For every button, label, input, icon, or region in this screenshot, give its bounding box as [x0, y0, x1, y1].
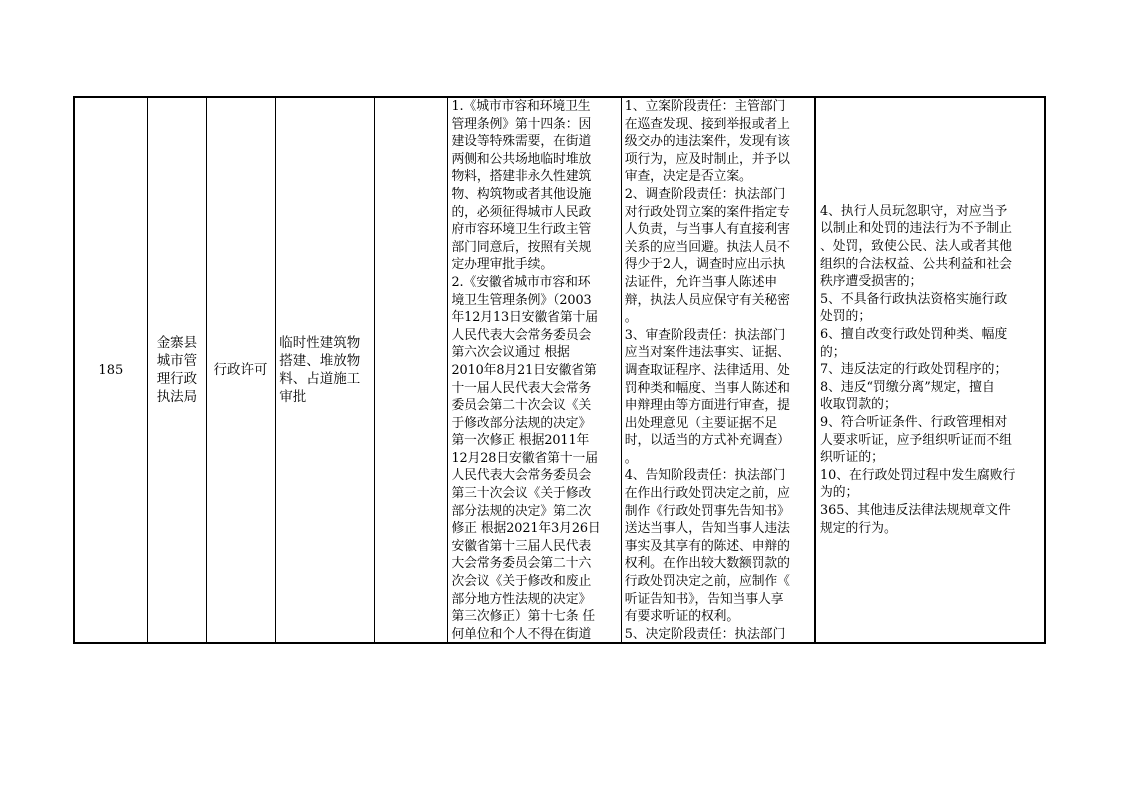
item-name: 临时性建筑物 搭建、堆放物 料、占道施工 审批	[279, 335, 361, 405]
accountability-text: 4、执行人员玩忽职守，对应当予 以制止和处罚的违法行为不予制止 、处罚，致使公民、法人或者其他 组织的合法权益、公共利益和社会 秩序遭受损害的； 5、不具备行政执法资格实施行政 处罚的； 6、擅自改变行政处罚种类、幅度 的； 7、违反法定的行政处罚程序的； 8、违反“罚缴分离”规定，擅自 收取罚款的； 9、符合听证条件、行政管理相对 人要求听证，应予组织听证而不组 织听证的； 10、在行政处罚过程中发生腐败行 为的； 365、其他违反法律法规规章文件 规定的行为。	[819, 203, 1016, 536]
row-number: 185	[98, 362, 124, 378]
sub-item-cell	[375, 98, 449, 642]
department-cell	[148, 98, 208, 642]
legal-basis-text: 1.《城市市容和环境卫生 管理条例》第十四条：因 建设等特殊需要，在街道 两侧和公共场地临时堆放 物料，搭建非永久性建筑 物、构筑物或者其他设施 的，必须征得城市人民政 府市容环境卫生行政主管 部门同意后，按照有关规 定办理审批手续。 2.《安徽省城市市容和环 境卫生管理条例》（2003 年12月13日安徽省第十届 人民代表大会常务委员会 第六次会议通过 根据 2010年8月21日安徽省第 十一届人民代表大会常务 委员会第二十次会议《关 于修改部分法规的决定》 第一次修正 根据2011年 12月28日安徽省第十一届 人民代表大会常务委员会 第三十次会议《关于修改 部分法规的决定》第二次 修正 根据2021年3月26日 安徽省第十三届人民代表 大会常务委员会第二十六 次会议《关于修改和废止 部分地方性法规的决定》 第三次修正）第十七条 任 何单位和个人不得在街道	[451, 99, 601, 642]
power-type: 行政许可	[213, 362, 268, 378]
responsibility-cell	[622, 98, 816, 642]
record-table-row	[73, 96, 1046, 644]
department-name: 金寨县 城市管 理行政 执法局	[156, 335, 198, 405]
accountability-cell	[816, 98, 1044, 642]
item-name-cell	[276, 98, 375, 642]
legal-basis-cell	[448, 98, 621, 642]
responsibility-text: 1、立案阶段责任：主管部门 在巡查发现、接到举报或者上 级交办的违法案件，发现有该 项行为，应及时制止，并予以 审查，决定是否立案。 2、调查阶段责任：执法部门 对行政处罚立案的案件指定专 人负责，与当事人有直接利害 关系的应当回避。执法人员不 得少于2人，调查时应出示执 法证件，允许当事人陈述申 辩，执法人员应保守有关秘密 。 3、审查阶段责任：执法部门 应当对案件违法事实、证据、 调查取证程序、法律适用、处 罚种类和幅度、当事人陈述和 申辩理由等方面进行审查，提 出处理意见（主要证据不足 时，以适当的方式补充调查） 。 4、告知阶段责任：执法部门 在作出行政处罚决定之前，应 制作《行政处罚事先告知书》 送达当事人，告知当事人违法 事实及其享有的陈述、申辩的 权利。在作出较大数额罚款的 行政处罚决定之前，应制作《 听证告知书》，告知当事人享 有要求听证的权利。 5、决定阶段责任：执法部门	[624, 99, 790, 642]
power-type-cell	[207, 98, 276, 642]
number-cell	[75, 98, 148, 642]
